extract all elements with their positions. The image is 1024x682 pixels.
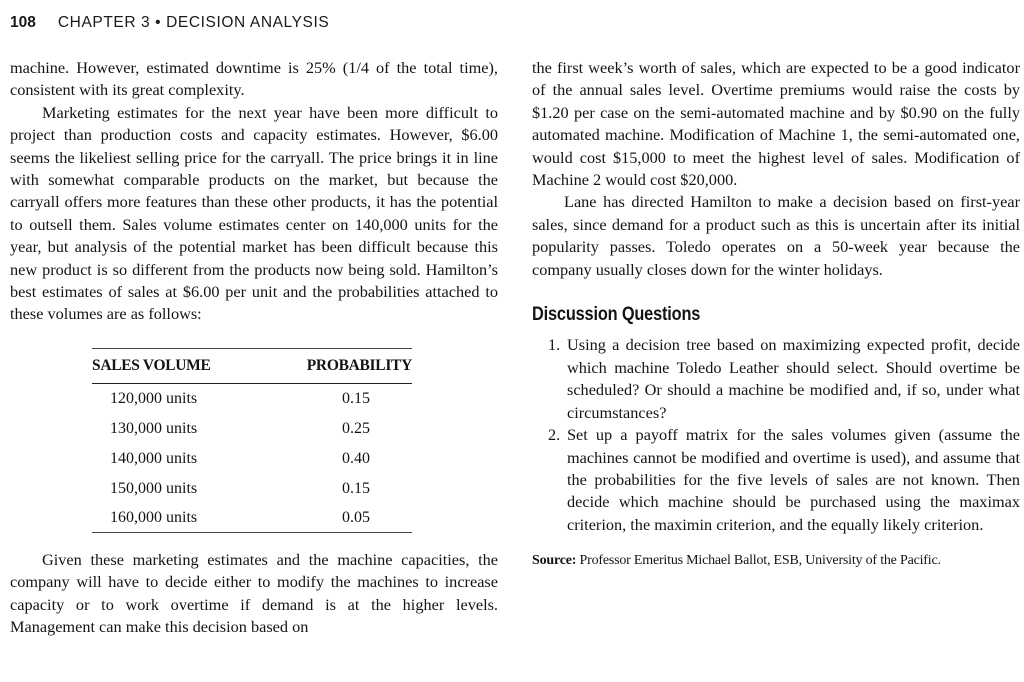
sales-volume-cell: 120,000 units — [110, 389, 198, 407]
table-row — [92, 444, 412, 474]
section-heading-discussion-questions: Discussion Questions — [532, 304, 701, 326]
sales-volume-cell: 140,000 units — [110, 449, 198, 467]
probability-cell: 0.15 — [342, 389, 370, 407]
question-number: 2. — [548, 425, 561, 445]
header-probability: PROBABILITY — [306, 356, 412, 374]
paragraph-marketing-estimates: Marketing estimates for the next year have been more difficult to project than production costs and capacity estimates. However, $6.00 seems the likeliest selling price for the carryall. The price brings it in line with somewhat comparable products on the market, but because the carryall offers more features than these other products, it has the potential to outsell them. Sales volume estimates center on 140,000 units for the year, but analysis of the potential market has been difficult because this new product is so different from the products now being sold. Hamilton’s best estimates of sales at $6.00 per unit and the probabilities attached to these volumes are as follows: — [10, 102, 498, 324]
table-row — [92, 474, 412, 504]
left-column — [10, 57, 498, 639]
source-text: Professor Emeritus Michael Ballot, ESB, University of the Pacific. — [576, 553, 941, 569]
list-item — [532, 424, 1020, 536]
probability-cell: 0.05 — [342, 508, 370, 526]
table-row — [92, 504, 412, 533]
source-label: Source: — [532, 553, 577, 569]
table-row — [92, 414, 412, 444]
discussion-questions-list — [532, 334, 1020, 536]
page-number: 108 — [10, 14, 36, 31]
sales-volume-cell: 130,000 units — [110, 419, 198, 437]
paragraph-overtime-costs: the first week’s worth of sales, which are expected to be a good indicator of the annual sales level. Overtime premiums would raise the costs by $1.20 per case on the semi-automated machine and by $0.90 on the fully automated machine. Modification of Machine 1, the semi-automated one, would cost $15,000 to meet the highest level of sales. Modification of Machine 2 would cost $20,000. — [532, 58, 1020, 190]
sales-probability-table — [92, 348, 412, 533]
header-sales-volume: SALES VOLUME — [92, 356, 211, 374]
table-header-row — [92, 348, 412, 383]
paragraph-continued: machine. However, estimated downtime is 25% (1/4 of the total time), consistent with its great complexity. — [10, 58, 498, 100]
paragraph-lane-directive: Lane has directed Hamilton to make a decision based on first-year sales, since demand for a product such as this is uncertain after its initial popularity passes. Toledo operates on a 50-week year because the company usually closes down for the winter holidays. — [532, 192, 1020, 279]
probability-cell: 0.40 — [342, 449, 370, 467]
question-text: Set up a payoff matrix for the sales volumes given (assume the machines cannot be modified and overtime is used), and assume that the probabilities for the five levels of sales are not known. Then decide which machine should be purchased using the maximax criterion, the maximin criterion, and the equally likely criterion. — [567, 425, 1020, 534]
probability-cell: 0.15 — [342, 479, 370, 497]
source-citation — [532, 550, 1020, 572]
chapter-title: CHAPTER 3 • DECISION ANALYSIS — [57, 14, 330, 31]
table-row — [92, 383, 412, 414]
list-item — [532, 334, 1020, 424]
sales-volume-cell: 150,000 units — [110, 479, 198, 497]
question-number: 1. — [548, 335, 561, 355]
probability-cell: 0.25 — [342, 419, 370, 437]
running-header — [10, 14, 329, 32]
sales-volume-cell: 160,000 units — [110, 508, 198, 526]
right-column — [532, 57, 1020, 573]
question-text: Using a decision tree based on maximizing expected profit, decide which machine Toledo Leather should select. Should overtime be scheduled? Or should a machine be modified and, if so, under what circumstances? — [567, 335, 1020, 422]
paragraph-capacity-decision: Given these marketing estimates and the machine capacities, the company will have to decide either to modify the machines to increase capacity or to work overtime if demand is at the higher levels. Management can make this decision based on — [10, 549, 498, 637]
